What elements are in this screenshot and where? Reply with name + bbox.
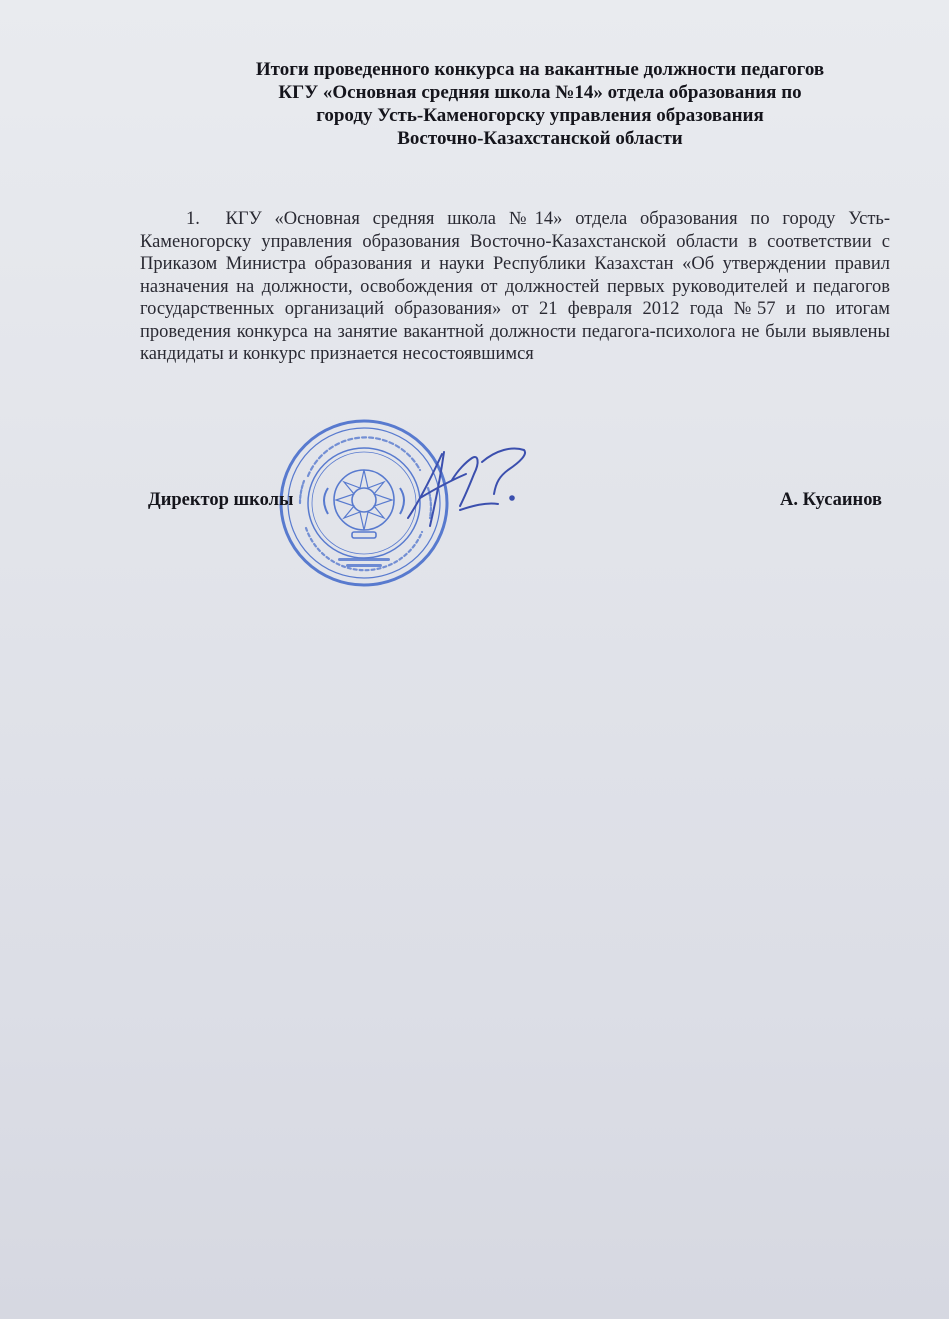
signatory-name: А. Кусаинов — [779, 490, 882, 510]
title-line-4: Восточно-Казахстанской области — [397, 128, 683, 149]
paragraph-1-content — [140, 208, 890, 366]
title-line-3: городу Усть-Каменогорску управления образования — [316, 105, 764, 126]
paragraph-1 — [140, 208, 890, 366]
title-line-2: КГУ «Основная средняя школа №14» отдела образования по — [278, 82, 802, 103]
paragraph-number: 1. — [186, 209, 200, 229]
document-title — [170, 58, 910, 150]
signature-block — [148, 490, 888, 520]
title-line-1: Итоги проведенного конкурса на вакантные должности педагогов — [255, 59, 825, 80]
signatory-position: Директор школы — [148, 490, 294, 510]
paragraph-text: КГУ «Основная средняя школа №14» отдела образования по городу Усть-Каменогорску управления образования Восточно-Казахстанской области в соответствии с Приказом Министра образования и науки Республики Казахстан «Об утверждении правил назначения на должности, освобождения от должностей первых руководителей и педагогов государственных организаций образования» от 21 февраля 2012 года №57 и по итогам проведения конкурса на занятие вакантной должности педагога-психолога не были выявлены кандидаты и конкурс признается несостоявшимся — [140, 209, 891, 364]
